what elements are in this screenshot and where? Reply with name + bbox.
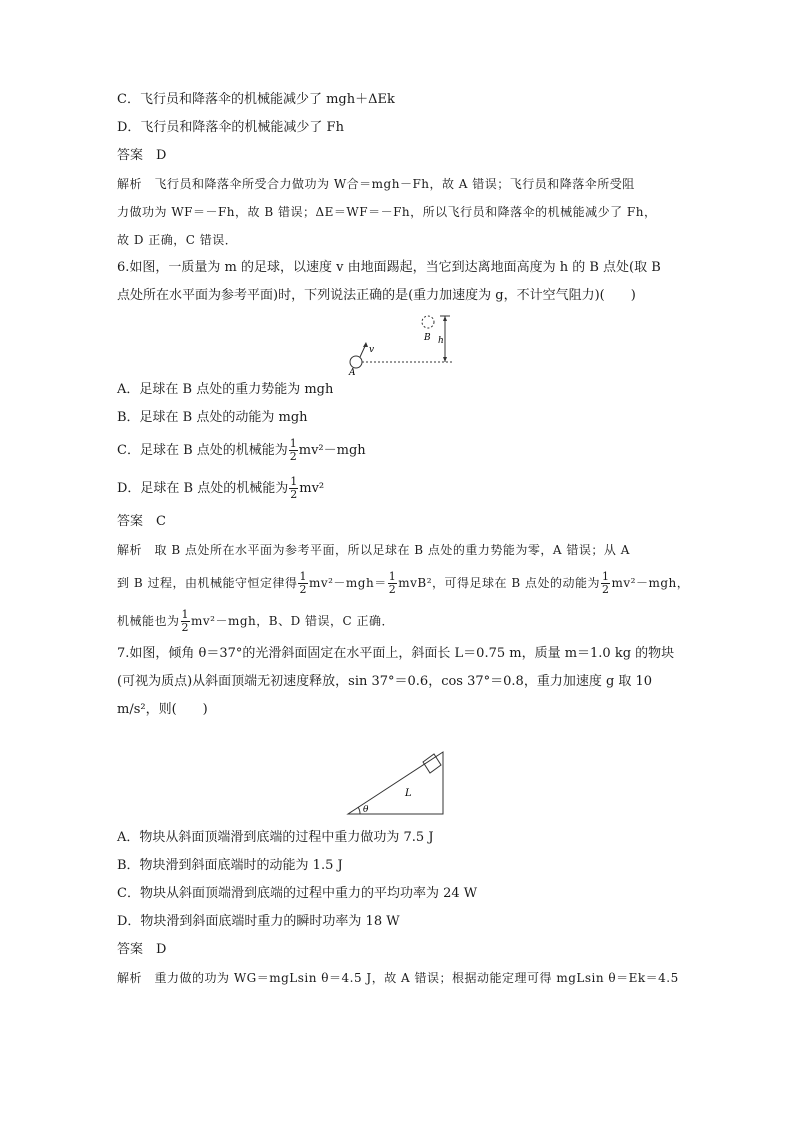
q6-answer: 答案 C <box>117 514 166 529</box>
q7-answer: 答案 D <box>117 942 167 957</box>
label-theta: θ <box>363 805 369 815</box>
prev-answer: 答案 D <box>117 148 167 163</box>
q7-option-a: A．物块从斜面顶端滑到底端的过程中重力做功为 7.5 J <box>117 830 434 845</box>
half-fraction: $\frac{1}{2}$ <box>181 608 190 634</box>
q7-stem-line-2: (可视为质点)从斜面顶端无初速度释放，sin 37°＝0.6，cos 37°＝0.8，重力加速度 g 取 10 <box>117 674 653 689</box>
label-h: h <box>438 336 444 346</box>
velocity-arrowhead <box>363 342 368 347</box>
q6-explanation-line-3: 机械能也为 $\frac{1}{2}$ mv²－mgh，B、D 错误，C 正确． <box>117 608 395 634</box>
q6-option-d-expr: mv² <box>299 481 325 496</box>
q6-option-d <box>117 474 677 504</box>
q6-explanation-line-1: 解析 取 B 点处所在水平面为参考平面，所以足球在 B 点处的重力势能为零，A 错误；从 A <box>117 543 630 557</box>
q7-stem-line-1: 7.如图，倾角 θ＝37°的光滑斜面固定在水平面上，斜面长 L＝0.75 m，质量 m＝1.0 kg 的物块 <box>117 646 675 661</box>
prev-option-c: C．飞行员和降落伞的机械能减少了 mgh＋ΔEk <box>117 92 395 107</box>
q6-stem-line-2: 点处所在水平面为参考平面)时，下列说法正确的是(重力加速度为 g，不计空气阻力)( ) <box>117 288 636 303</box>
ball-a-outline <box>350 356 362 368</box>
q6-option-d-text: D．足球在 B 点处的机械能为 <box>117 481 289 496</box>
ball-b-outline <box>422 316 434 328</box>
angle-arc <box>358 807 360 814</box>
q6-explanation-line-2: 到 B 过程，由机械能守恒定律得 $\frac{1}{2}$ mv²－mgh＝ $\frac{1}{2}$ mvB²，可得足球在 B 点处的动能为 $\frac{1}{2}$ mv²－mgh， <box>117 570 690 596</box>
q7-option-d: D．物块滑到斜面底端时重力的瞬时功率为 18 W <box>117 914 400 929</box>
prev-explanation-line-3: 故 D 正确，C 错误． <box>117 233 238 247</box>
label-b: B <box>424 333 431 343</box>
q7-figure <box>117 724 677 824</box>
q6-option-b: B．足球在 B 点处的动能为 mgh <box>117 410 308 425</box>
q6-option-c <box>117 436 677 466</box>
q7-stem-line-3: m/s²，则( ) <box>117 702 208 717</box>
h-arrow-up <box>443 316 447 321</box>
prev-option-d: D．飞行员和降落伞的机械能减少了 Fh <box>117 120 344 135</box>
half-fraction: $\frac{1}{2}$ <box>299 570 307 596</box>
prev-explanation-line-2: 力做功为 WF＝－Fh，故 B 错误；ΔE＝WF＝－Fh，所以飞行员和降落伞的机械能减少了 Fh， <box>117 205 657 219</box>
q6-stem-line-1: 6.如图，一质量为 m 的足球，以速度 v 由地面踢起，当它到达离地面高度为 h 的 B 点处(取 B <box>117 260 661 275</box>
q6-diagram <box>117 310 677 376</box>
prev-explanation-line-1: 解析 飞行员和降落伞所受合力做功为 W合＝mgh－Fh，故 A 错误；飞行员和降落伞所受阻 <box>117 177 635 191</box>
label-l: L <box>405 788 412 799</box>
q6-option-c-expr: mv²－mgh <box>298 443 366 458</box>
label-a: A <box>349 368 356 376</box>
h-arrow-down <box>443 357 447 362</box>
label-v: v <box>369 345 375 355</box>
q7-option-c: C．物块从斜面顶端滑到底端的过程中重力的平均功率为 24 W <box>117 886 478 901</box>
q7-incline-diagram <box>117 724 677 824</box>
q6-option-a: A．足球在 B 点处的重力势能为 mgh <box>117 382 334 397</box>
half-fraction: $\frac{1}{2}$ <box>388 570 397 596</box>
q6-figure <box>117 310 677 376</box>
q7-option-b: B．物块滑到斜面底端时的动能为 1.5 J <box>117 858 343 873</box>
half-fraction: $\frac{1}{2}$ <box>289 437 297 463</box>
q7-explanation-line-1: 解析 重力做的功为 WG＝mgLsin θ＝4.5 J，故 A 错误；根据动能定理可得 mgLsin θ＝Ek＝4.5 <box>117 971 679 985</box>
q6-option-c-text: C．足球在 B 点处的机械能为 <box>117 443 288 458</box>
half-fraction: $\frac{1}{2}$ <box>601 570 610 596</box>
half-fraction: $\frac{1}{2}$ <box>290 475 298 501</box>
document-page <box>117 90 690 988</box>
